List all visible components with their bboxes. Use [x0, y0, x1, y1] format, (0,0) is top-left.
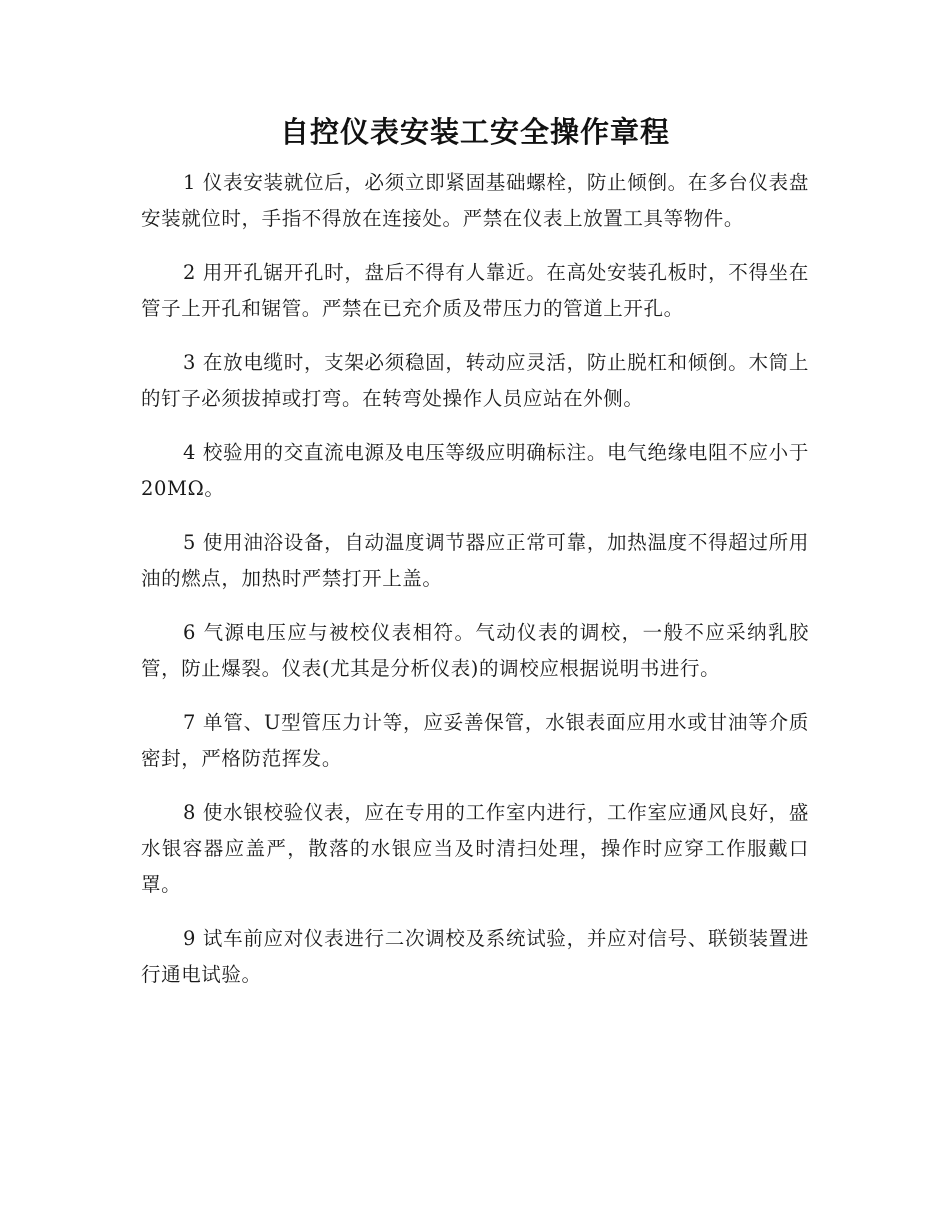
paragraph-9: 9 试车前应对仪表进行二次调校及系统试验，并应对信号、联锁装置进行通电试验。	[141, 927, 809, 986]
paragraph-5: 5 使用油浴设备，自动温度调节器应正常可靠，加热温度不得超过所用油的燃点，加热时严禁打开上盖。	[141, 531, 809, 590]
paragraph-3: 3 在放电缆时，支架必须稳固，转动应灵活，防止脱杠和倾倒。木筒上的钉子必须拔掉或打弯。在转弯处操作人员应站在外侧。	[141, 351, 809, 410]
document-body	[141, 165, 809, 1011]
paragraph-8: 8 使水银校验仪表，应在专用的工作室内进行，工作室应通风良好，盛水银容器应盖严，散落的水银应当及时清扫处理，操作时应穿工作服戴口罩。	[141, 801, 809, 896]
paragraph-1: 1 仪表安装就位后，必须立即紧固基础螺栓，防止倾倒。在多台仪表盘安装就位时，手指不得放在连接处。严禁在仪表上放置工具等物件。	[141, 171, 809, 230]
paragraph-7: 7 单管、U型管压力计等，应妥善保管，水银表面应用水或甘油等介质密封，严格防范挥发。	[141, 711, 809, 770]
document-title: 自控仪表安装工安全操作章程	[279, 115, 670, 149]
paragraph-4: 4 校验用的交直流电源及电压等级应明确标注。电气绝缘电阻不应小于20MΩ。	[141, 441, 809, 500]
paragraph-6: 6 气源电压应与被校仪表相符。气动仪表的调校，一般不应采纳乳胶管，防止爆裂。仪表(尤其是分析仪表)的调校应根据说明书进行。	[141, 621, 809, 680]
paragraph-2: 2 用开孔锯开孔时，盘后不得有人靠近。在高处安装孔板时，不得坐在管子上开孔和锯管。严禁在已充介质及带压力的管道上开孔。	[141, 261, 809, 320]
